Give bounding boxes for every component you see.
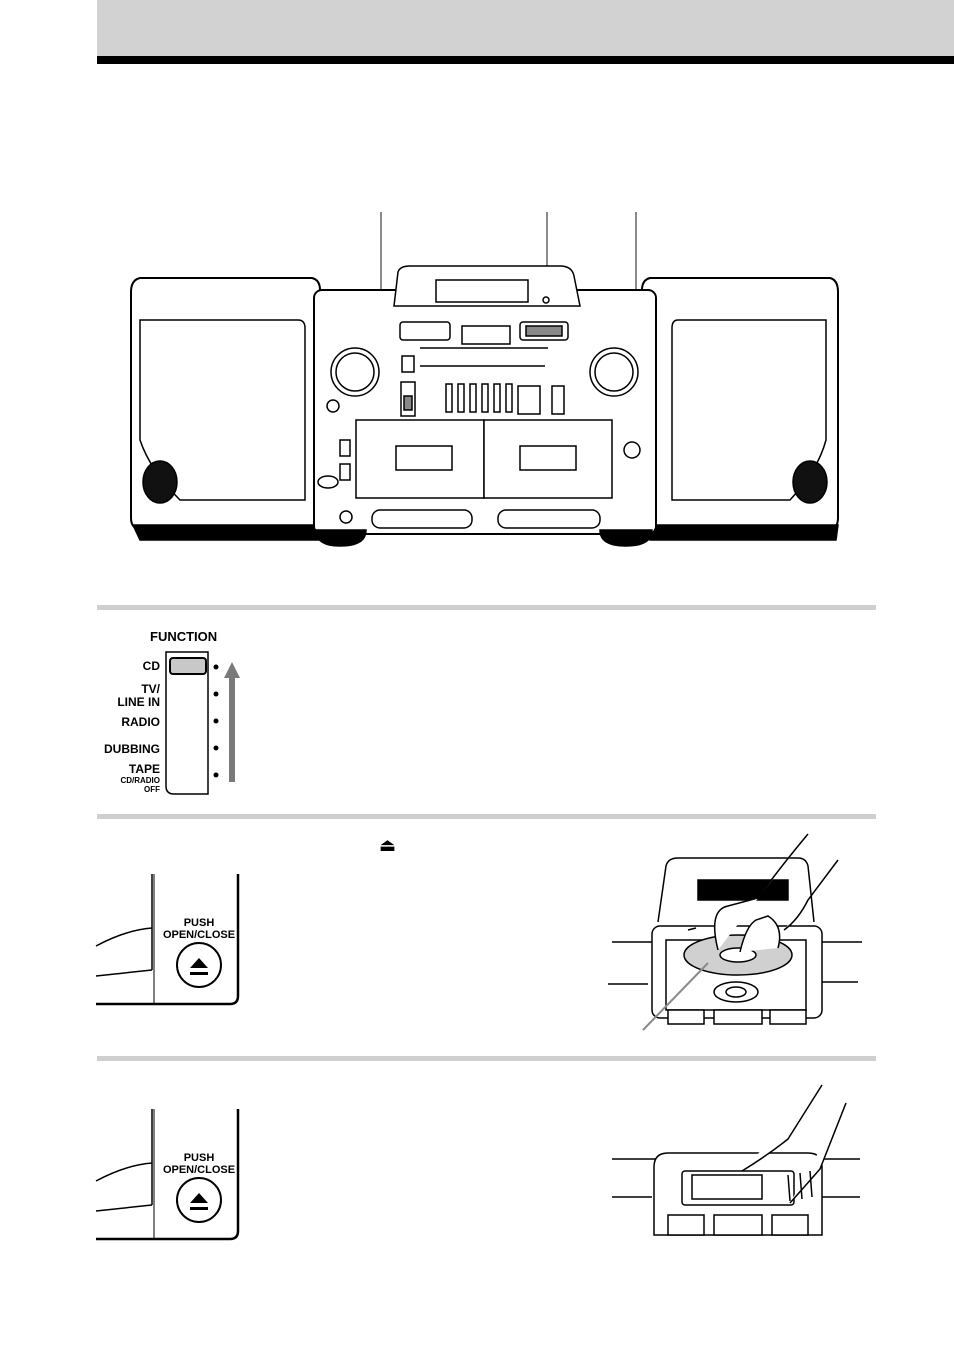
function-label-tape-sub1: CD/RADIO xyxy=(120,776,160,785)
open-close-label-line2: OPEN/CLOSE xyxy=(162,1164,236,1176)
open-close-label-line1: PUSH xyxy=(183,917,215,929)
section-divider xyxy=(97,605,876,610)
cd-loading-illustration xyxy=(608,830,868,1050)
function-label-tape-sub2: OFF xyxy=(144,785,160,794)
function-label-tv-line1: TV/ xyxy=(141,682,160,696)
section-divider xyxy=(97,814,876,819)
function-label-tape: TAPE xyxy=(128,762,160,776)
eject-icon: ⏏ xyxy=(379,835,397,855)
open-close-label-line1: PUSH xyxy=(183,1152,215,1164)
function-switch xyxy=(160,648,260,808)
function-label-cd: CD xyxy=(142,659,160,673)
boombox-illustration xyxy=(0,0,954,600)
function-label-tv-line2: LINE IN xyxy=(117,695,160,709)
section-divider xyxy=(97,1056,876,1061)
function-label-dubbing: DUBBING xyxy=(104,742,160,756)
open-close-label-line2: OPEN/CLOSE xyxy=(162,929,236,941)
function-label-radio: RADIO xyxy=(121,715,160,729)
function-title: FUNCTION xyxy=(150,629,218,644)
cd-lid-closing-illustration xyxy=(608,1075,868,1245)
